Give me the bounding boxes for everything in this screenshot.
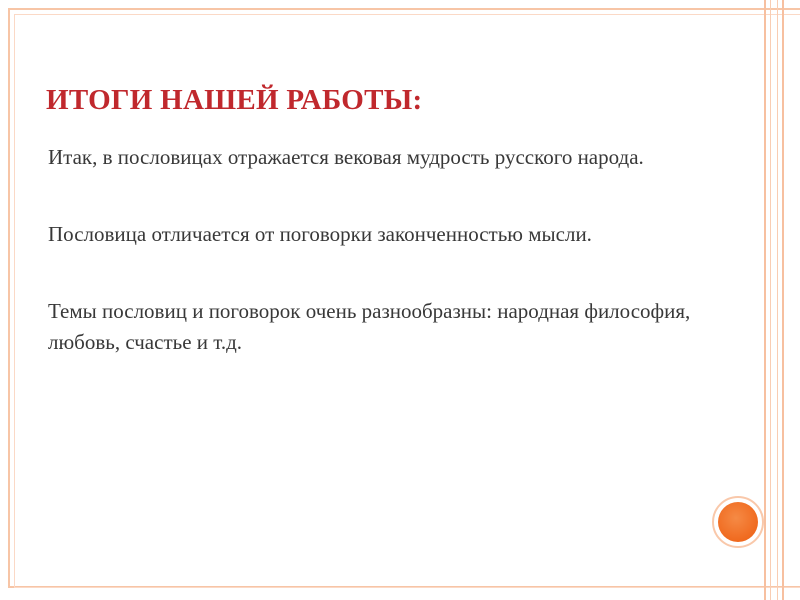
paragraph-difference: Пословица отличается от поговорки законченностью мысли. xyxy=(48,222,592,246)
orange-dot-icon xyxy=(718,502,758,542)
slide-body xyxy=(48,142,728,404)
right-border-rule xyxy=(764,0,766,600)
right-border-rule xyxy=(777,0,778,600)
slide-title: ИТОГИ НАШЕЙ РАБОТЫ: xyxy=(46,84,423,116)
paragraph-wisdom: Итак, в пословицах отражается вековая мудрость русского народа. xyxy=(48,145,644,169)
right-border-rule xyxy=(782,0,784,600)
right-border-rule xyxy=(770,0,771,600)
paragraph-themes: Темы пословиц и поговорок очень разнообразны: народная философия, любовь, счастье и т.д. xyxy=(48,299,691,354)
decorative-circle-icon xyxy=(712,496,764,548)
